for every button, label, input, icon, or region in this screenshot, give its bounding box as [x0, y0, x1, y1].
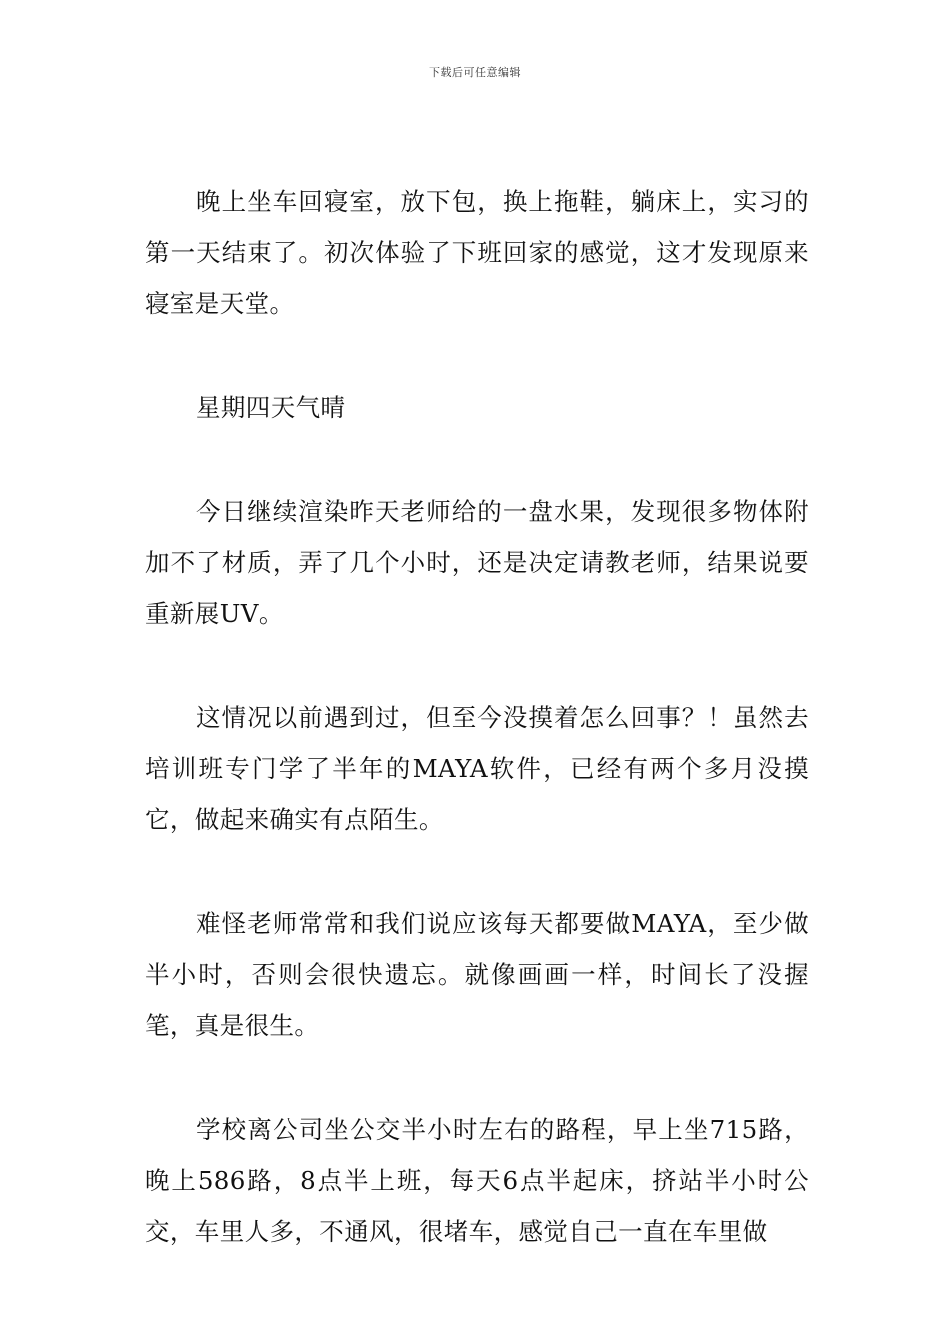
paragraph-3: 这情况以前遇到过，但至今没摸着怎么回事？！虽然去培训班专门学了半年的MAYA软件，已经有两个多月没摸它，做起来确实有点陌生。: [145, 703, 809, 834]
diary-date-heading: 星期四天气晴: [196, 393, 346, 422]
paragraph-5: 学校离公司坐公交半小时左右的路程，早上坐715路，晚上586路，8点半上班，每天6点半起床，挤站半小时公交，车里人多，不通风，很堵车，感觉自己一直在车里做: [145, 1115, 809, 1246]
document-body: [145, 176, 809, 1310]
page-header-note: 下载后可任意编辑: [429, 66, 521, 79]
paragraph-4: 难怪老师常常和我们说应该每天都要做MAYA，至少做半小时，否则会很快遗忘。就像画画一样，时间长了没握笔，真是很生。: [145, 909, 809, 1040]
paragraph-2: 今日继续渲染昨天老师给的一盘水果，发现很多物体附加不了材质，弄了几个小时，还是决定请教老师，结果说要重新展UV。: [145, 497, 809, 628]
paragraph-1: 晚上坐车回寝室，放下包，换上拖鞋，躺床上，实习的第一天结束了。初次体验了下班回家的感觉，这才发现原来寝室是天堂。: [145, 187, 809, 318]
